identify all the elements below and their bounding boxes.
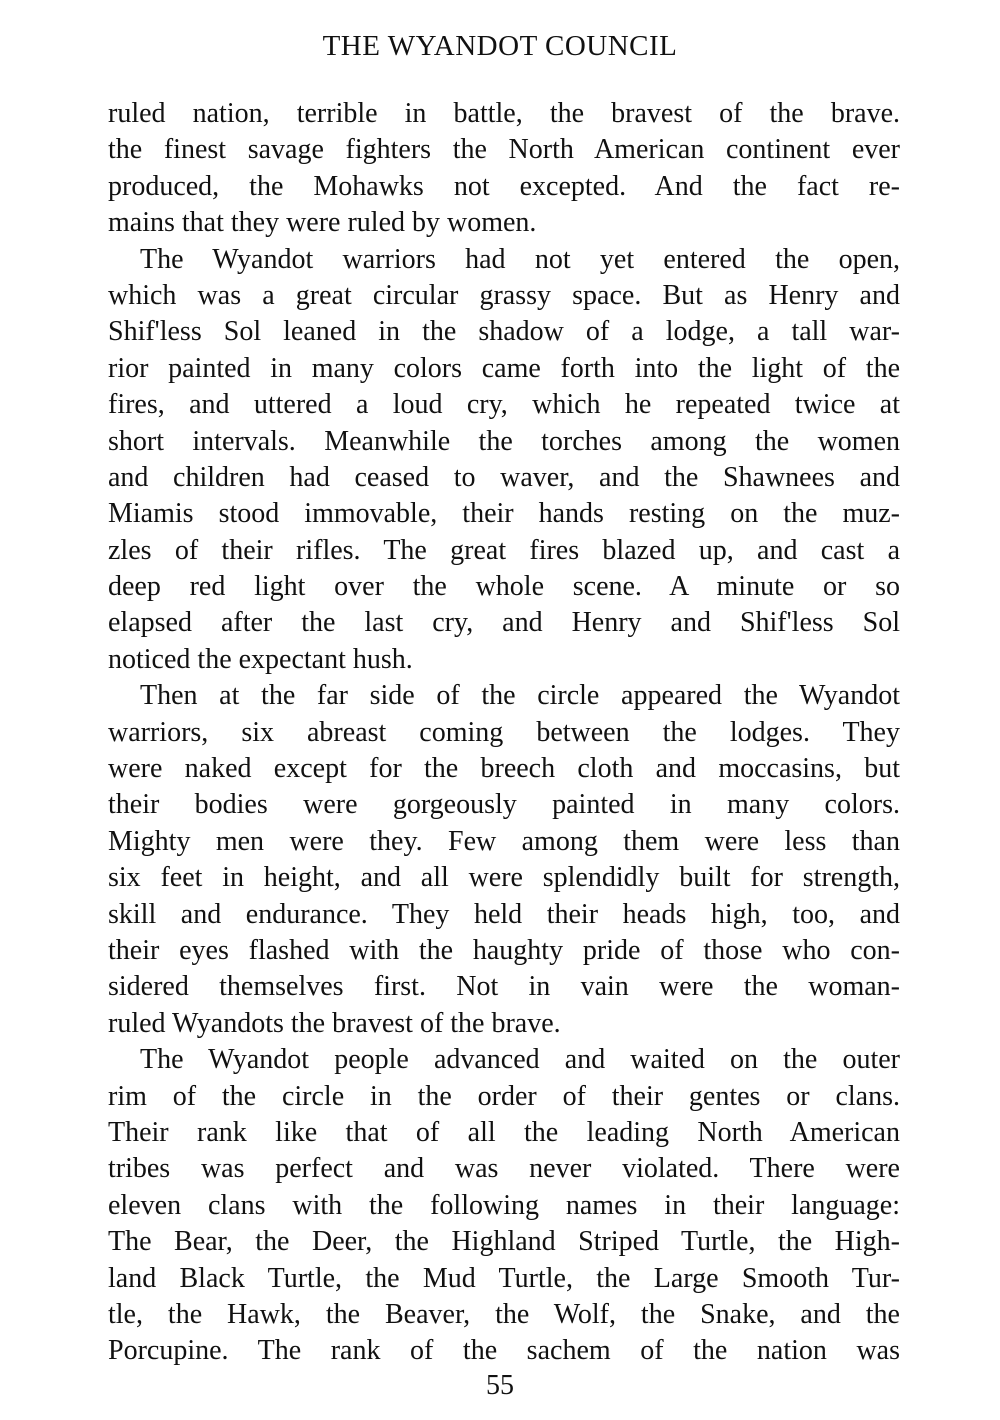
paragraph bbox=[108, 678, 900, 1042]
text-line: The Wyandot people advanced and waited on the outer bbox=[140, 1044, 900, 1076]
text-line: Miamis stood immovable, their hands resting on the muz- bbox=[108, 498, 900, 530]
text-line: deep red light over the whole scene. A minute or so bbox=[108, 571, 900, 603]
text-line: skill and endurance. They held their heads high, too, and bbox=[108, 898, 900, 930]
text-line: rim of the circle in the order of their gentes or clans. bbox=[108, 1080, 900, 1112]
page-number: 55 bbox=[486, 1370, 514, 1401]
text-line: The Wyandot warriors had not yet entered the open, bbox=[140, 243, 900, 275]
text-line: tribes was perfect and was never violated. There were bbox=[108, 1153, 900, 1185]
text-line: mains that they were ruled by women. bbox=[108, 207, 537, 239]
running-head: THE WYANDOT COUNCIL bbox=[322, 30, 678, 62]
text-line: ruled Wyandots the bravest of the brave. bbox=[108, 1007, 561, 1039]
text-line: eleven clans with the following names in their language: bbox=[108, 1189, 900, 1221]
text-line: which was a great circular grassy space. But as Henry and bbox=[108, 279, 900, 311]
text-line: the finest savage fighters the North American continent ever bbox=[108, 134, 900, 166]
text-line: zles of their rifles. The great fires blazed up, and cast a bbox=[108, 534, 900, 566]
paragraph bbox=[108, 1042, 900, 1370]
paragraph bbox=[108, 242, 900, 679]
text-line: Shif'less Sol leaned in the shadow of a lodge, a tall war- bbox=[108, 316, 900, 348]
text-line: their bodies were gorgeously painted in many colors. bbox=[108, 789, 900, 821]
text-line: warriors, six abreast coming between the lodges. They bbox=[108, 716, 900, 748]
text-line: tle, the Hawk, the Beaver, the Wolf, the Snake, and the bbox=[108, 1298, 900, 1330]
text-line: rior painted in many colors came forth into the light of the bbox=[108, 352, 900, 384]
text-line: sidered themselves first. Not in vain were the woman- bbox=[108, 971, 900, 1003]
text-line: noticed the expectant hush. bbox=[108, 643, 413, 675]
text-line: were naked except for the breech cloth and moccasins, but bbox=[108, 753, 900, 785]
text-line: and children had ceased to waver, and the Shawnees and bbox=[108, 461, 900, 493]
text-line: their eyes flashed with the haughty pride of those who con- bbox=[108, 934, 900, 966]
text-line: Their rank like that of all the leading North American bbox=[108, 1116, 900, 1148]
text-line: The Bear, the Deer, the Highland Striped Turtle, the High- bbox=[108, 1226, 900, 1258]
text-line: short intervals. Meanwhile the torches among the women bbox=[108, 425, 900, 457]
text-line: ruled nation, terrible in battle, the bravest of the brave. bbox=[108, 98, 900, 129]
text-line: elapsed after the last cry, and Henry and Shif'less Sol bbox=[108, 607, 900, 639]
text-line: Mighty men were they. Few among them were less than bbox=[108, 825, 900, 857]
text-line: land Black Turtle, the Mud Turtle, the Large Smooth Tur- bbox=[108, 1262, 900, 1294]
body-text bbox=[108, 96, 900, 1370]
text-line: Then at the far side of the circle appeared the Wyandot bbox=[140, 680, 900, 712]
text-line: Porcupine. The rank of the sachem of the nation was bbox=[108, 1335, 900, 1367]
text-line: produced, the Mohawks not excepted. And the fact re- bbox=[108, 170, 900, 202]
text-line: fires, and uttered a loud cry, which he repeated twice at bbox=[108, 389, 900, 421]
text-line: six feet in height, and all were splendidly built for strength, bbox=[108, 862, 900, 894]
paragraph bbox=[108, 96, 900, 242]
